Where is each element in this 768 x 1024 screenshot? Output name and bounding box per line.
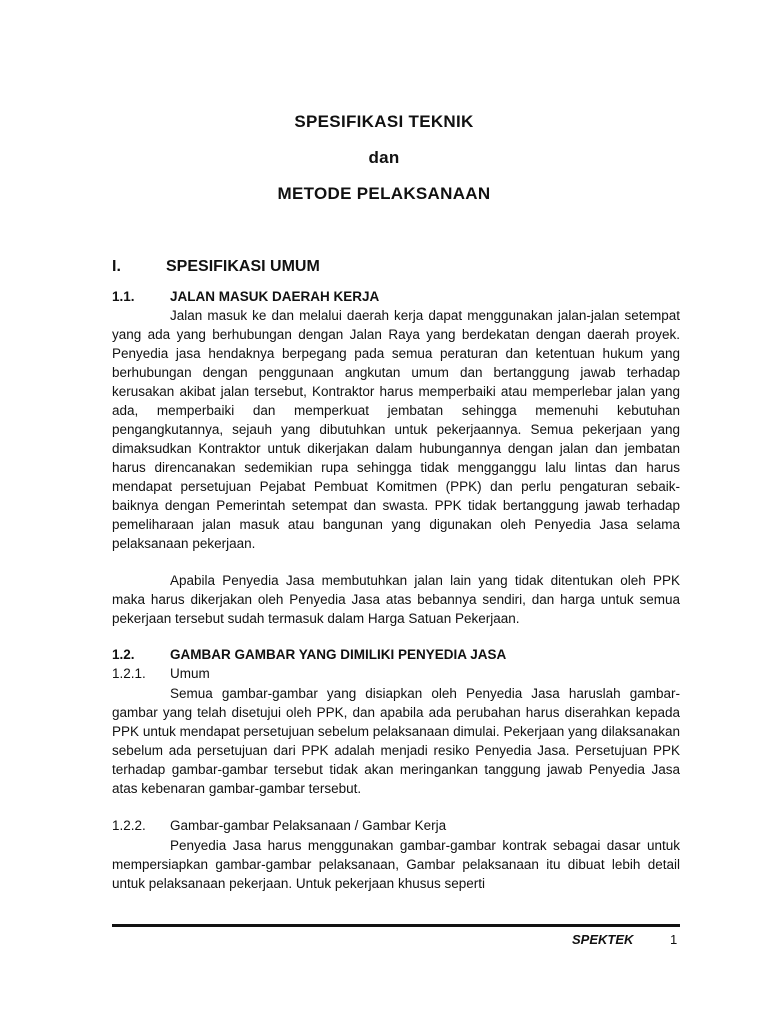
subsection-title: GAMBAR GAMBAR YANG DIMILIKI PENYEDIA JASA	[170, 647, 507, 662]
footer-label: SPEKTEK	[572, 932, 634, 947]
subsubsection-title: Gambar-gambar Pelaksanaan / Gambar Kerja	[170, 818, 447, 833]
subsubsection-number: 1.2.1.	[112, 666, 146, 681]
section-number: I.	[112, 258, 121, 275]
subsubsection-heading-1-2-2	[112, 818, 446, 833]
paragraph-1-2-2: Penyedia Jasa harus menggunakan gambar-gambar kontrak sebagai dasar untuk mempersiapkan gambar-gambar pelaksanaan, Gambar pelaksanaan itu dibuat lebih detail untuk pelaksanaan pekerjaan. Untuk pekerjaan khusus seperti	[112, 838, 680, 891]
section-title: SPESIFIKASI UMUM	[166, 258, 320, 275]
subsection-heading-1-2	[112, 647, 506, 662]
subsection-number: 1.2.	[112, 647, 135, 662]
title-line-1: SPESIFIKASI TEKNIK	[294, 112, 474, 131]
subsection-number: 1.1.	[112, 289, 135, 304]
section-heading-1	[112, 258, 320, 276]
subsubsection-title: Umum	[170, 666, 210, 681]
subsubsection-heading-1-2-1	[112, 666, 210, 681]
paragraph-1-2-1: Semua gambar-gambar yang disiapkan oleh Penyedia Jasa haruslah gambar-gambar yang telah disetujui oleh PPK, dan apabila ada perubahan harus diserahkan kepada PPK untuk mendapat persetujuan sebelum pelaksanaan dimulai. Pekerjaan yang dilaksanakan sebelum ada persetujuan dari PPK adalah menjadi resiko Penyedia Jasa. Persetujuan PPK terhadap gambar-gambar tersebut tidak akan meringankan tanggung jawab Penyedia Jasa atas kebenaran gambar-gambar tersebut.	[112, 686, 680, 796]
paragraph-1-1-b: Apabila Penyedia Jasa membutuhkan jalan lain yang tidak ditentukan oleh PPK maka harus dikerjakan oleh Penyedia Jasa atas bebannya sendiri, dan harga untuk semua pekerjaan tersebut sudah termasuk dalam Harga Satuan Pekerjaan.	[112, 573, 680, 626]
title-line-3: METODE PELAKSANAAN	[277, 184, 491, 203]
title-line-2: dan	[368, 148, 400, 167]
paragraph-1-1-a: Jalan masuk ke dan melalui daerah kerja dapat menggunakan jalan-jalan setempat yang ada yang berhubungan dengan Jalan Raya yang berdekatan dengan daerah proyek. Penyedia jasa hendaknya berpegang pada semua peraturan dan ketentuan hukum yang berhubungan dengan penggunaan angkutan umum dan bertanggung jawab terhadap kerusakan akibat jalan tersebut, Kontraktor harus memperbaiki atau memperlebar jalan yang ada, memperbaiki dan memperkuat jembatan sehingga memenuhi kebutuhan pengangkutannya, sejauh yang dibutuhkan untuk pekerjaannya. Semua pekerjaan yang dimaksudkan Kontraktor untuk dikerjakan dalam hubungannya dengan jalan dan jembatan harus direncanakan sedemikian rupa sehingga tidak mengganggu lalu lintas dan harus mendapat persetujuan Pejabat Pembuat Komitmen (PPK) dan perlu pengaturan sebaik-baiknya dengan Pemerintah setempat dan swasta. PPK tidak bertanggung jawab terhadap pemeliharaan jalan masuk atau bangunan yang digunakan oleh Penyedia Jasa selama pelaksanaan pekerjaan.	[112, 308, 680, 551]
footer-divider	[112, 924, 680, 927]
subsubsection-number: 1.2.2.	[112, 818, 146, 833]
subsection-title: JALAN MASUK DAERAH KERJA	[170, 289, 380, 304]
subsection-heading-1-1	[112, 289, 379, 304]
page-number: 1	[670, 932, 678, 947]
